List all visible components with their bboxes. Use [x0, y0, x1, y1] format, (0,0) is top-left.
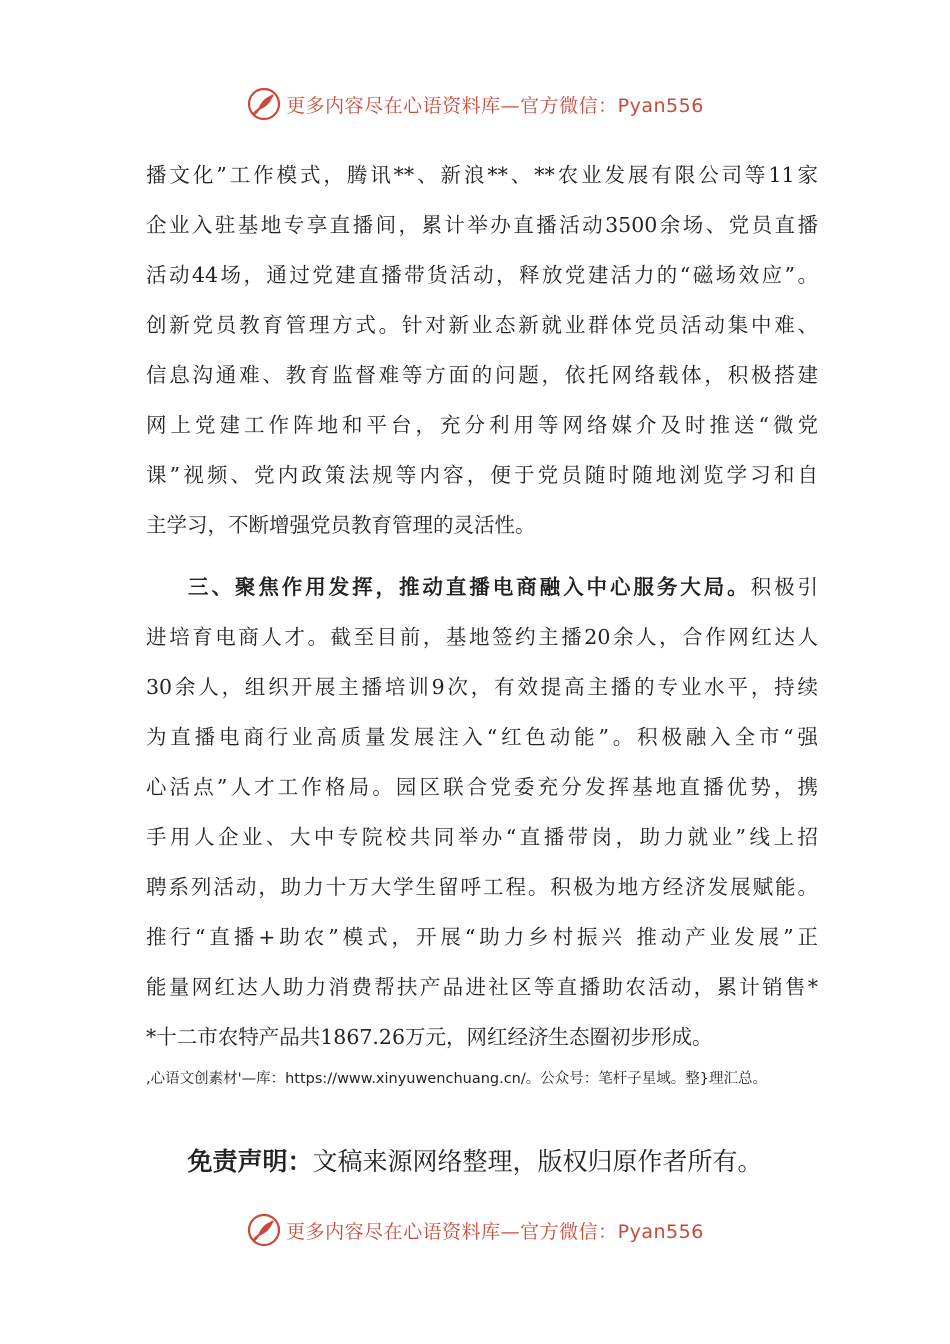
body-line: 主学习，不断增强党员教育管理的灵活性。	[146, 513, 536, 537]
body-line: 心活点”人才工作格局。园区联合党委充分发挥基地直播优势，携	[146, 775, 818, 799]
body-line: 30余人，组织开展主播培训9次，有效提高主播的专业水平，持续	[146, 675, 818, 699]
quill-logo-icon	[246, 1212, 282, 1248]
body-line: 播文化”工作模式，腾讯**、新浪**、**农业发展有限公司等11家	[146, 163, 818, 187]
section3-heading: 三、聚焦作用发挥，推动直播电商融入中心服务大局。	[188, 575, 751, 599]
section3-first-tail: 积极引	[750, 575, 819, 599]
body-line: *十二市农特产品共1867.26万元，网红经济生态圈初步形成。	[146, 1025, 713, 1049]
header-banner	[0, 84, 950, 124]
body-line: 信息沟通难、教育监督难等方面的问题，依托网络载体，积极搭建	[146, 363, 818, 387]
body-line: 进培育电商人才。截至目前，基地签约主播20余人，合作网红达人	[146, 625, 818, 649]
source-note: ,心语文创素材'—库：https://www.xinyuwenchuang.cn/。公众号：笔杆子星域。整}理汇总。	[146, 1071, 767, 1087]
footer-banner	[0, 1210, 950, 1250]
body-line: 聘系列活动，助力十万大学生留呼工程。积极为地方经济发展赋能。	[146, 875, 818, 899]
header-banner-text: 更多内容尽在心语资料库—官方微信：Pyan556	[286, 94, 704, 117]
section3-first-line	[146, 562, 818, 612]
header-banner-handle: Pyan556	[617, 94, 704, 117]
quill-logo-icon	[246, 86, 282, 122]
footer-banner-handle: Pyan556	[617, 1220, 704, 1243]
body-line: 推行“直播+助农”模式，开展“助力乡村振兴 推动产业发展”正	[146, 925, 818, 949]
disclaimer-label: 免责声明：	[187, 1147, 313, 1176]
body-line: 为直播电商行业高质量发展注入“红色动能”。积极融入全市“强	[146, 725, 818, 749]
body-line: 能量网红达人助力消费帮扶产品进社区等直播助农活动，累计销售*	[146, 975, 818, 999]
disclaimer	[0, 1142, 950, 1182]
body-line: 活动44场，通过党建直播带货活动，释放党建活力的“磁场效应”。	[146, 263, 818, 287]
article-body	[146, 150, 818, 1094]
body-line: 课”视频、党内政策法规等内容，便于党员随时随地浏览学习和自	[146, 463, 818, 487]
body-line: 网上党建工作阵地和平台，充分利用等网络媒介及时推送“微党	[146, 413, 818, 437]
disclaimer-text: 文稿来源网络整理，版权归原作者所有。	[312, 1147, 763, 1176]
body-line: 手用人企业、大中专院校共同举办“直播带岗，助力就业”线上招	[146, 825, 818, 849]
footer-banner-text: 更多内容尽在心语资料库—官方微信：Pyan556	[286, 1220, 704, 1243]
body-line: 企业入驻基地专享直播间，累计举办直播活动3500余场、党员直播	[146, 213, 818, 237]
body-line: 创新党员教育管理方式。针对新业态新就业群体党员活动集中难、	[146, 313, 818, 337]
